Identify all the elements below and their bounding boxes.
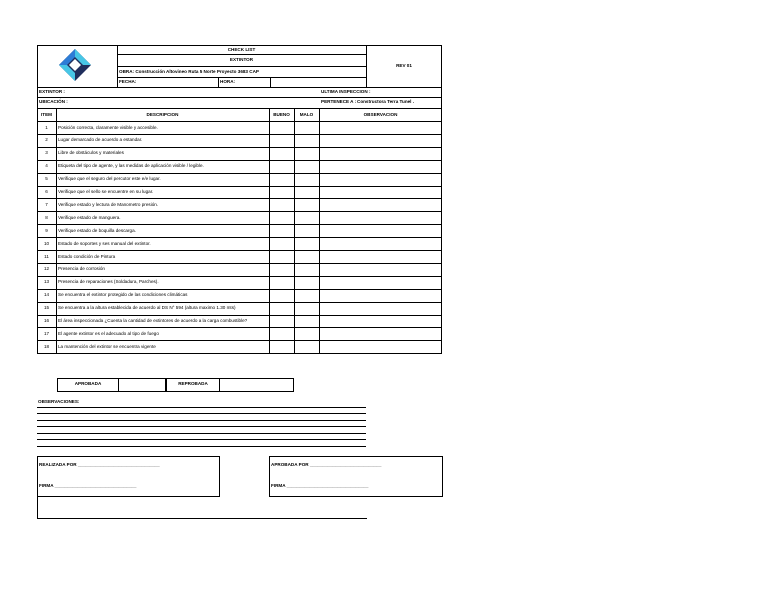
item-number: 10: [43, 240, 50, 246]
malo-cell[interactable]: [295, 277, 319, 288]
observacion-cell[interactable]: [320, 199, 441, 210]
item-number: 14: [43, 292, 50, 298]
malo-cell[interactable]: [295, 238, 319, 249]
malo-cell[interactable]: [295, 251, 319, 262]
item-description: El agente extintor es el adecuado al tipo de fuego: [58, 330, 159, 336]
malo-cell[interactable]: [295, 174, 319, 185]
malo-cell[interactable]: [295, 199, 319, 210]
item-description: Lugar demarcado de acuerdo a estandar.: [58, 137, 143, 143]
item-number: 15: [43, 305, 50, 311]
observaciones-label: OBSERVACIONES:: [38, 399, 80, 404]
bueno-cell[interactable]: [270, 341, 294, 352]
observacion-cell[interactable]: [320, 148, 441, 159]
checklist-subtitle: EXTINTOR: [229, 57, 254, 62]
observacion-cell[interactable]: [320, 174, 441, 185]
observacion-cell[interactable]: [320, 212, 441, 223]
col-header-descripcion: DESCRIPCION: [146, 112, 179, 117]
malo-cell[interactable]: [295, 148, 319, 159]
malo-cell[interactable]: [295, 316, 319, 327]
aprobada-por-field[interactable]: APROBADA POR ____________________________: [271, 462, 382, 467]
item-description: Verifique estado de manguera.: [58, 214, 121, 220]
reprobada-label: REPROBADA: [178, 381, 208, 386]
observacion-cell[interactable]: [320, 316, 441, 327]
item-description: Posición correcta, claramente visible y accesible.: [58, 124, 158, 130]
observacion-cell[interactable]: [320, 135, 441, 146]
item-number: 2: [45, 137, 48, 143]
observacion-cell[interactable]: [320, 187, 441, 198]
ubicacion-label: UBICACIÓN :: [39, 99, 68, 104]
fecha-label: FECHA:: [119, 79, 137, 84]
item-description: Estado condición de Pintura: [58, 253, 116, 259]
bueno-cell[interactable]: [270, 161, 294, 172]
item-description: Verifique estado de boquilla descarga.: [58, 227, 136, 233]
col-header-item: ITEM: [41, 112, 52, 117]
item-number: 6: [45, 189, 48, 194]
observacion-cell[interactable]: [320, 290, 441, 301]
revision-label: REV 01: [396, 63, 412, 68]
observacion-cell[interactable]: [320, 264, 441, 275]
malo-cell[interactable]: [295, 264, 319, 275]
pertenece-label: PERTENECE A :: [321, 99, 357, 104]
item-number: 16: [43, 318, 50, 323]
observacion-cell[interactable]: [320, 238, 441, 249]
bueno-cell[interactable]: [270, 225, 294, 236]
extintor-label: EXTINTOR :: [39, 89, 65, 94]
bueno-cell[interactable]: [270, 199, 294, 210]
bueno-cell[interactable]: [270, 251, 294, 262]
obra-label: OBRA: Construcción Altovineo Ruta 5 Norte Proyecto 3683 CAP: [119, 69, 259, 74]
item-number: 5: [45, 176, 48, 182]
bueno-cell[interactable]: [270, 174, 294, 185]
col-header-bueno: BUENO: [273, 112, 290, 117]
bueno-cell[interactable]: [270, 212, 294, 223]
firma-left-field[interactable]: FIRMA ________________________________: [39, 483, 137, 488]
observacion-cell[interactable]: [320, 303, 441, 314]
observacion-cell[interactable]: [320, 122, 441, 133]
item-description: Verifique que el seguro del percutor este e/e lugar.: [58, 176, 161, 182]
checklist-title: CHECK LIST: [227, 47, 256, 52]
malo-cell[interactable]: [295, 328, 319, 339]
observacion-cell[interactable]: [320, 225, 441, 236]
item-number: 7: [45, 201, 48, 207]
bueno-cell[interactable]: [270, 303, 294, 314]
item-number: 9: [45, 227, 48, 233]
item-number: 11: [44, 253, 49, 259]
firma-right-field[interactable]: FIRMA ________________________________: [271, 483, 369, 488]
malo-cell[interactable]: [295, 212, 319, 223]
bueno-cell[interactable]: [270, 238, 294, 249]
bueno-cell[interactable]: [270, 316, 294, 327]
bueno-cell[interactable]: [270, 135, 294, 146]
item-description: Etiqueta del tipo de agente, y las medidas de aplicación visible / legible.: [58, 163, 204, 169]
malo-cell[interactable]: [295, 187, 319, 198]
item-number: 18: [43, 343, 50, 349]
item-description: El área inspeccionada ¿Cuenta la cantidad de extintores de acuerdo a la carga combustible?: [58, 318, 248, 323]
malo-cell[interactable]: [295, 341, 319, 352]
malo-cell[interactable]: [295, 122, 319, 133]
observacion-cell[interactable]: [320, 251, 441, 262]
aprobada-label: APROBADA: [74, 381, 102, 386]
malo-cell[interactable]: [295, 225, 319, 236]
col-header-malo: MALO: [299, 112, 314, 117]
pertenece-value: Constructora Terra Tunel .: [357, 99, 415, 104]
aprobada-mark-box[interactable]: [118, 378, 166, 392]
item-description: Estado de soportes y ses manual del extintor.: [58, 240, 151, 246]
malo-cell[interactable]: [295, 290, 319, 301]
bueno-cell[interactable]: [270, 290, 294, 301]
item-description: Verifique que el sello se encuentre en su lugar.: [58, 189, 154, 194]
observacion-cell[interactable]: [320, 341, 441, 352]
reprobada-mark-box[interactable]: [219, 378, 294, 392]
observacion-cell[interactable]: [320, 161, 441, 172]
bueno-cell[interactable]: [270, 328, 294, 339]
malo-cell[interactable]: [295, 135, 319, 146]
item-description: Se encuentra a la altura establecida de acuerdo al DS N° 594 (altura maximo 1.30 mts): [58, 305, 236, 311]
malo-cell[interactable]: [295, 303, 319, 314]
item-number: 12: [43, 266, 50, 272]
company-logo: [58, 48, 92, 82]
bueno-cell[interactable]: [270, 122, 294, 133]
bueno-cell[interactable]: [270, 277, 294, 288]
item-number: 4: [45, 163, 48, 169]
item-description: Presencia de corrosión: [58, 266, 105, 272]
observacion-cell[interactable]: [320, 328, 441, 339]
item-description: Se encuentra el extintor protegido de las condiciones climáticas: [58, 292, 188, 298]
bueno-cell[interactable]: [270, 264, 294, 275]
realizada-por-field[interactable]: REALIZADA POR ________________________________: [39, 462, 160, 467]
observacion-cell[interactable]: [320, 277, 441, 288]
hora-label: HORA:: [220, 79, 236, 84]
item-description: Libre de obstáculos y materiales: [58, 150, 124, 156]
item-number: 13: [43, 279, 50, 285]
item-description: Presencia de reparaciones (Soldadura, Parches).: [58, 279, 159, 285]
bueno-cell[interactable]: [270, 187, 294, 198]
item-description: Verifique estado y lectura de Manometro presión.: [58, 201, 159, 207]
item-number: 8: [45, 214, 48, 220]
item-number: 1: [45, 124, 48, 130]
item-number: 3: [45, 150, 48, 156]
malo-cell[interactable]: [295, 161, 319, 172]
ultima-inspeccion-label: ULTIMA INSPECCION :: [321, 89, 371, 94]
col-header-observacion: OBSERVACION: [363, 112, 398, 117]
item-number: 17: [43, 330, 50, 336]
item-description: La mantención del extintor se encuentra vigente: [58, 343, 156, 349]
bueno-cell[interactable]: [270, 148, 294, 159]
